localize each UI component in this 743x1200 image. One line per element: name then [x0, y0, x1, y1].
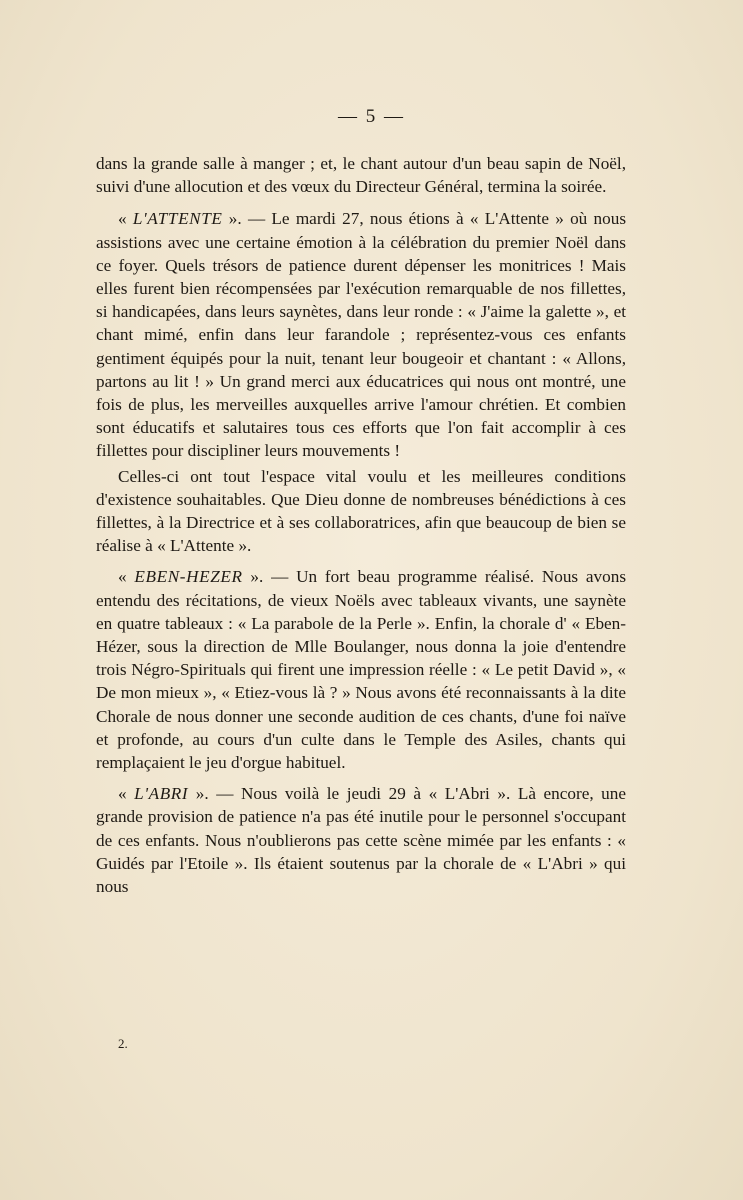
open-quote: « [118, 567, 127, 587]
paragraph-abri [96, 782, 626, 898]
paragraph-abri-body: ». — Nous voilà le jeudi 29 à « L'Abri ». Là encore, une grande provision de patience n'a pas été inutile pour le personnel s'occupant de ces enfants. Nous n'oublierons pas cette scène mimée par les enfants : « Guidés par l'Etoile ». Ils étaient soutenus par la chorale de « L'Abri » qui nous [96, 784, 626, 897]
paragraph-eben-hezer [96, 565, 626, 774]
paragraph-attente-suite: Celles-ci ont tout l'espace vital voulu et les meilleures conditions d'existence souhaitables. Que Dieu donne de nombreuses bénédictions à ces fillettes, à la Directrice et à ses collaboratrices, afin que beaucoup de bien se réalise à « L'Attente ». [96, 466, 626, 556]
section-title-abri: L'ABRI [134, 784, 189, 804]
paragraph-soiree: dans la grande salle à manger ; et, le chant autour d'un beau sapin de Noël, suivi d'une allocution et des vœux du Directeur Général, termina la soirée. [96, 154, 626, 197]
body-text [96, 152, 626, 898]
paragraph-attente [96, 207, 626, 462]
open-quote: « [118, 784, 127, 804]
page-number: — 5 — [338, 106, 405, 127]
paragraph-eben-hezer-body: ». — Un fort beau programme réalisé. Nous avons entendu des récitations, de vieux Noëls avec tableaux vivants, une saynète en quatre tableaux : « La parabole de la Perle ». Enfin, la chorale d' « Eben-Hézer, sous la direction de Mlle Boulanger, nous donna la joie d'entendre trois Négro-Spirituals qui firent une impression réelle : « Le petit David », « De mon mieux », « Etiez-vous là ? » Nous avons été reconnaissants à la dite Chorale de nous donner une seconde audition de ces chants, d'une foi naïve et profonde, au cours d'un culte dans le Temple des Asiles, chants qui remplaçaient le jeu d'orgue habituel. [96, 567, 627, 773]
section-title-attente: L'ATTENTE [132, 209, 223, 229]
printer-signature-mark: 2. [118, 1036, 128, 1051]
paragraph-attente-body: ». — Le mardi 27, nous étions à « L'Attente » où nous assistions avec une certaine émotion à la célébration du premier Noël dans ce foyer. Quels trésors de patience durent dépenser les monitrices ! Mais elles furent bien récompensées par l'exécution remarquable de nos fillettes, si handicapées, dans leurs saynètes, dans leur ronde : « J'aime la galette », et chant mimé, enfin dans leur farandole ; représentez-vous ces enfants gentiment équipés pour la nuit, tenant leur bougeoir et chantant : « Allons, partons au lit ! » Un grand merci aux éducatrices qui nous ont montré, une fois de plus, les merveilles auxquelles arrive l'amour chrétien. Et combien sont éducatifs et salutaires tous ces efforts que l'on fait accomplir à ces fillettes pour discipliner leurs mouvements ! [96, 209, 627, 461]
open-quote: « [118, 209, 127, 229]
section-title-eben-hezer: EBEN-HEZER [134, 567, 243, 587]
